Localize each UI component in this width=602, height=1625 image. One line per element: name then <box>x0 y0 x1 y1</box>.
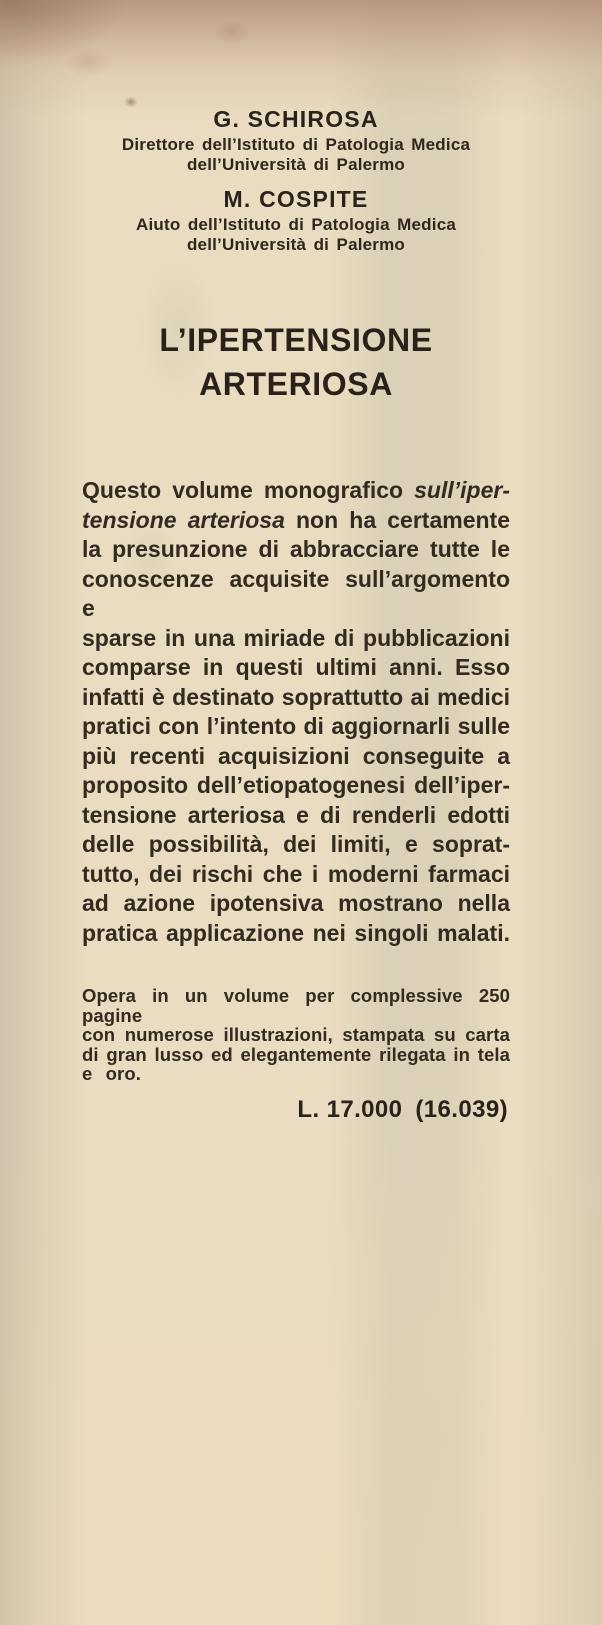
body-text: Questo volume monografico <box>82 477 415 503</box>
body-text: pratica applicazione nei singoli malati. <box>82 919 510 946</box>
body-text: più recenti acquisizioni conseguite a <box>82 742 510 769</box>
author-name: M. COSPITE <box>223 186 369 212</box>
author-role-line: dell’Università di Palermo <box>186 235 406 254</box>
body-text: la presunzione di abbracciare tutte le <box>82 536 510 562</box>
body-line <box>82 565 510 624</box>
price-code: (16.039) <box>415 1095 508 1123</box>
body-line <box>82 506 510 536</box>
authors-block <box>82 0 510 255</box>
body-line <box>82 624 510 654</box>
body-text: comparse in questi ultimi anni. Esso <box>82 654 510 680</box>
body-text: sparse in una miriade di pubblicazioni <box>82 624 510 651</box>
price-row <box>82 1095 510 1125</box>
author-role-line: Aiuto dell’Istituto di Patologia Medica <box>135 215 457 234</box>
body-text: delle possibilità, dei limiti, e soprat- <box>82 831 510 857</box>
body-line <box>82 889 510 919</box>
edition-note-line: con numerose illustrazioni, stampata su carta <box>82 1024 510 1045</box>
author-roles <box>82 215 510 255</box>
body-text: tensione arteriosa e di renderli edotti <box>82 801 510 828</box>
edition-note-line: e oro. <box>82 1063 141 1084</box>
body-line <box>82 742 510 772</box>
body-text: pratici con l’intento di aggiornarli sulle <box>82 713 510 739</box>
body-line <box>82 683 510 713</box>
body-text: proposito dell’etiopatogenesi dell’iper- <box>82 772 510 798</box>
body-line <box>82 801 510 831</box>
edition-note-line: Opera in un volume per complessive 250 pagine <box>82 985 510 1026</box>
body-text-italic: tensione arteriosa <box>82 506 285 533</box>
title-line-2: ARTERIOSA <box>199 366 393 402</box>
title-line-1: L’IPERTENSIONE <box>159 322 433 358</box>
author <box>82 106 510 175</box>
body-line <box>82 476 510 506</box>
body-text: tutto, dei rischi che i moderni farmaci <box>82 860 510 887</box>
body-text: non ha certamente <box>284 506 510 533</box>
author-roles <box>82 135 510 175</box>
body-line <box>82 830 510 860</box>
page-content <box>82 0 510 1125</box>
edition-note-line: di gran lusso ed elegantemente rilegata in tela <box>82 1043 510 1065</box>
book-description <box>82 476 510 948</box>
body-line <box>82 535 510 565</box>
price-amount: L. 17.000 <box>297 1095 403 1123</box>
body-text: conoscenze acquisite sull’argomento e <box>82 565 510 621</box>
author <box>82 186 510 255</box>
edition-note <box>82 986 510 1084</box>
body-line <box>82 712 510 742</box>
body-text: ad azione ipotensiva mostrano nella <box>82 890 510 916</box>
body-text-italic: sull’iper- <box>414 477 510 503</box>
body-line <box>82 771 510 801</box>
authors <box>82 106 510 255</box>
body-line <box>82 653 510 683</box>
body-line <box>82 919 510 949</box>
author-name: G. SCHIROSA <box>213 106 379 132</box>
book-title <box>82 318 510 406</box>
body-text: infatti è destinato soprattutto ai medici <box>82 683 510 710</box>
author-role-line: Direttore dell’Istituto di Patologia Medica <box>121 135 471 154</box>
body-line <box>82 860 510 890</box>
author-role-line: dell’Università di Palermo <box>186 155 406 174</box>
